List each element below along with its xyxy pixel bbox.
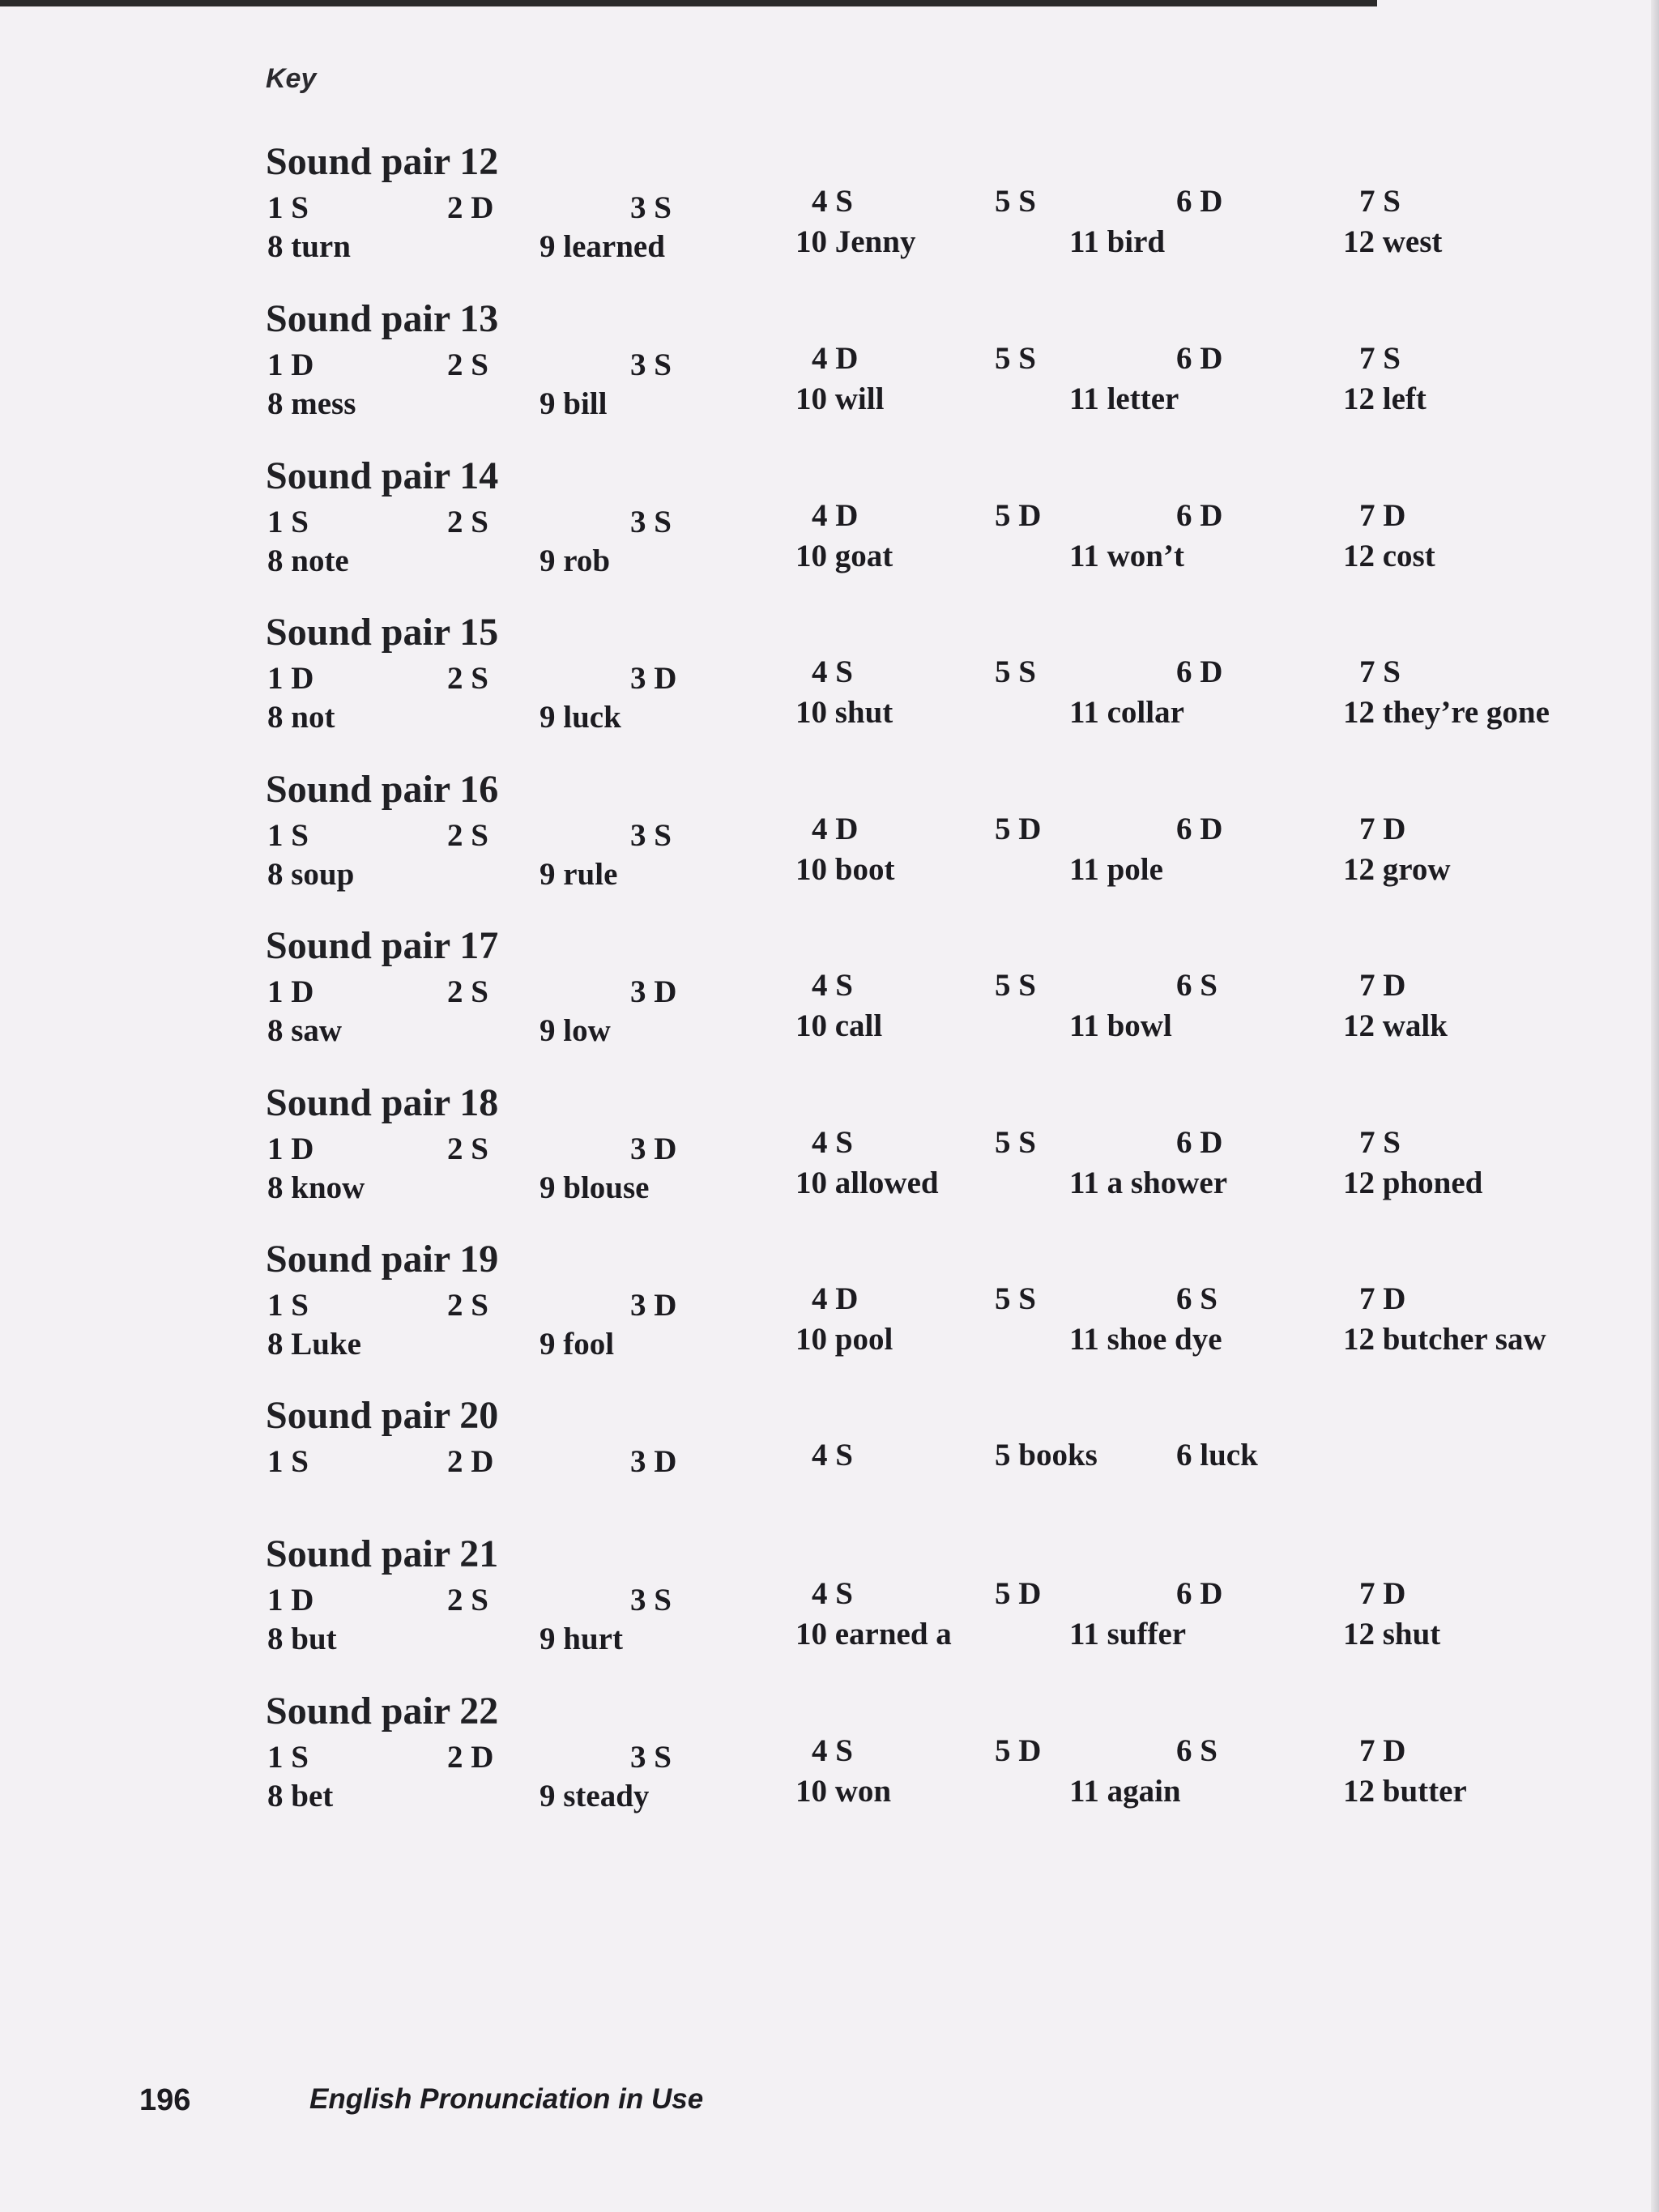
- sound-pair-title: Sound pair 18: [266, 1081, 499, 1124]
- answer-word: 10 shut: [795, 695, 893, 730]
- sound-pair-title: Sound pair 14: [266, 454, 499, 497]
- answer-word: 8 but: [267, 1622, 337, 1656]
- answer-item: 1 S: [267, 1444, 309, 1479]
- answer-item: 6 luck: [1176, 1438, 1258, 1473]
- answer-word: 11 bowl: [1069, 1008, 1172, 1043]
- answer-word: 8 mess: [267, 386, 356, 421]
- answer-word: 10 allowed: [795, 1166, 939, 1200]
- answer-word: 12 they’re gone: [1343, 695, 1550, 730]
- answer-item: 2 D: [447, 1444, 494, 1479]
- answer-item: 4 D: [812, 812, 859, 846]
- answer-item: 5 S: [995, 1125, 1036, 1160]
- answer-word: 9 luck: [539, 700, 621, 735]
- answer-item: 6 D: [1176, 341, 1223, 376]
- answer-word: 10 goat: [795, 539, 893, 573]
- answer-word: 12 butter: [1343, 1774, 1467, 1809]
- answer-item: 5 S: [995, 341, 1036, 376]
- answer-item: 5 D: [995, 1733, 1042, 1768]
- sound-pair-title: Sound pair 19: [266, 1238, 499, 1281]
- answer-item: 7 S: [1359, 1125, 1401, 1160]
- answer-item: 7 D: [1359, 1733, 1406, 1768]
- answer-item: 2 S: [447, 818, 488, 853]
- answer-item: 3 D: [630, 1132, 677, 1166]
- answer-word: 8 know: [267, 1170, 365, 1205]
- answer-item: 7 D: [1359, 968, 1406, 1003]
- answer-word: 9 rob: [539, 543, 611, 578]
- answer-item: 2 D: [447, 1740, 494, 1775]
- answer-word: 10 earned a: [795, 1617, 952, 1652]
- answer-item: 5 books: [995, 1438, 1098, 1473]
- answer-word: 11 pole: [1069, 852, 1163, 887]
- answer-word: 9 bill: [539, 386, 608, 421]
- answer-item: 1 D: [267, 347, 314, 382]
- answer-word: 11 collar: [1069, 695, 1184, 730]
- answer-word: 9 low: [539, 1013, 611, 1048]
- answer-word: 12 butcher saw: [1343, 1322, 1546, 1357]
- answer-word: 8 note: [267, 543, 349, 578]
- answer-item: 4 S: [812, 1125, 853, 1160]
- sound-pair-title: Sound pair 17: [266, 924, 499, 967]
- answer-item: 2 S: [447, 974, 488, 1009]
- answer-word: 12 walk: [1343, 1008, 1448, 1043]
- answer-item: 6 S: [1176, 1733, 1218, 1768]
- answer-word: 9 steady: [539, 1779, 650, 1813]
- answer-word: 11 letter: [1069, 381, 1179, 416]
- answer-item: 1 D: [267, 1132, 314, 1166]
- answer-item: 2 S: [447, 1583, 488, 1617]
- sound-pair-title: Sound pair 16: [266, 768, 499, 811]
- sound-pair-title: Sound pair 13: [266, 297, 499, 340]
- answer-item: 4 S: [812, 184, 853, 219]
- answer-item: 1 S: [267, 1288, 309, 1323]
- answer-item: 1 D: [267, 1583, 314, 1617]
- answer-word: 8 soup: [267, 857, 355, 892]
- top-edge-bar: [0, 0, 1659, 13]
- answer-item: 5 S: [995, 1281, 1036, 1316]
- answer-item: 6 D: [1176, 654, 1223, 689]
- answer-item: 7 D: [1359, 812, 1406, 846]
- answer-item: 1 S: [267, 818, 309, 853]
- answer-item: 6 D: [1176, 498, 1223, 533]
- answer-item: 7 S: [1359, 184, 1401, 219]
- answer-item: 1 S: [267, 190, 309, 225]
- answer-word: 10 will: [795, 381, 885, 416]
- answer-item: 3 S: [630, 1583, 672, 1617]
- page-right-edge: [1651, 0, 1659, 2212]
- answer-item: 7 D: [1359, 1576, 1406, 1611]
- answer-word: 8 Luke: [267, 1327, 361, 1362]
- answer-word: 11 bird: [1069, 224, 1166, 259]
- answer-word: 8 not: [267, 700, 335, 735]
- answer-item: 5 D: [995, 812, 1042, 846]
- answer-item: 4 D: [812, 1281, 859, 1316]
- answer-word: 8 bet: [267, 1779, 334, 1813]
- answer-word: 8 turn: [267, 229, 351, 264]
- answer-word: 11 won’t: [1069, 539, 1184, 573]
- answer-item: 2 S: [447, 505, 488, 539]
- answer-word: 10 boot: [795, 852, 895, 887]
- sound-pair-title: Sound pair 20: [266, 1394, 499, 1437]
- answer-item: 4 S: [812, 1438, 853, 1473]
- sound-pair-title: Sound pair 22: [266, 1690, 499, 1733]
- answer-item: 3 D: [630, 974, 677, 1009]
- answer-item: 6 S: [1176, 1281, 1218, 1316]
- answer-item: 4 D: [812, 498, 859, 533]
- answer-item: 7 S: [1359, 654, 1401, 689]
- answer-item: 4 D: [812, 341, 859, 376]
- sound-pair-title: Sound pair 15: [266, 611, 499, 654]
- answer-item: 6 D: [1176, 1125, 1223, 1160]
- answer-item: 2 S: [447, 1132, 488, 1166]
- answer-item: 2 S: [447, 661, 488, 696]
- answer-item: 1 S: [267, 1740, 309, 1775]
- page-number: 196: [139, 2083, 191, 2117]
- answer-item: 6 D: [1176, 1576, 1223, 1611]
- running-header-key: Key: [266, 63, 317, 94]
- answer-item: 3 D: [630, 1288, 677, 1323]
- answer-item: 2 D: [447, 190, 494, 225]
- sound-pair-title: Sound pair 12: [266, 140, 499, 183]
- answer-item: 3 S: [630, 347, 672, 382]
- answer-item: 6 S: [1176, 968, 1218, 1003]
- answer-item: 1 D: [267, 974, 314, 1009]
- answer-item: 5 S: [995, 184, 1036, 219]
- answer-item: 3 S: [630, 505, 672, 539]
- answer-word: 11 suffer: [1069, 1617, 1187, 1652]
- answer-word: 10 won: [795, 1774, 892, 1809]
- answer-word: 12 shut: [1343, 1617, 1441, 1652]
- answer-word: 11 a shower: [1069, 1166, 1227, 1200]
- answer-item: 3 S: [630, 818, 672, 853]
- answer-item: 1 S: [267, 505, 309, 539]
- answer-word: 12 grow: [1343, 852, 1451, 887]
- answer-item: 7 D: [1359, 1281, 1406, 1316]
- book-title: English Pronunciation in Use: [309, 2083, 704, 2115]
- answer-word: 12 cost: [1343, 539, 1435, 573]
- answer-word: 11 again: [1069, 1774, 1181, 1809]
- answer-word: 9 rule: [539, 857, 618, 892]
- answer-item: 2 S: [447, 1288, 488, 1323]
- answer-item: 6 D: [1176, 184, 1223, 219]
- answer-word: 12 west: [1343, 224, 1443, 259]
- answer-item: 5 S: [995, 654, 1036, 689]
- answer-word: 11 shoe dye: [1069, 1322, 1222, 1357]
- answer-word: 9 learned: [539, 229, 665, 264]
- answer-word: 12 phoned: [1343, 1166, 1483, 1200]
- sound-pair-title: Sound pair 21: [266, 1532, 499, 1575]
- answer-item: 3 D: [630, 661, 677, 696]
- answer-item: 4 S: [812, 1733, 853, 1768]
- answer-item: 2 S: [447, 347, 488, 382]
- answer-item: 4 S: [812, 1576, 853, 1611]
- answer-word: 10 call: [795, 1008, 883, 1043]
- answer-item: 5 D: [995, 498, 1042, 533]
- answer-item: 7 S: [1359, 341, 1401, 376]
- answer-item: 3 D: [630, 1444, 677, 1479]
- answer-item: 6 D: [1176, 812, 1223, 846]
- answer-word: 9 blouse: [539, 1170, 650, 1205]
- answer-word: 9 hurt: [539, 1622, 623, 1656]
- answer-item: 7 D: [1359, 498, 1406, 533]
- answer-item: 3 S: [630, 190, 672, 225]
- answer-item: 5 S: [995, 968, 1036, 1003]
- answer-item: 4 S: [812, 654, 853, 689]
- answer-item: 4 S: [812, 968, 853, 1003]
- answer-item: 1 D: [267, 661, 314, 696]
- answer-word: 10 pool: [795, 1322, 893, 1357]
- answer-word: 10 Jenny: [795, 224, 916, 259]
- answer-word: 12 left: [1343, 381, 1427, 416]
- answer-word: 9 fool: [539, 1327, 615, 1362]
- answer-item: 5 D: [995, 1576, 1042, 1611]
- answer-item: 3 S: [630, 1740, 672, 1775]
- answer-word: 8 saw: [267, 1013, 343, 1048]
